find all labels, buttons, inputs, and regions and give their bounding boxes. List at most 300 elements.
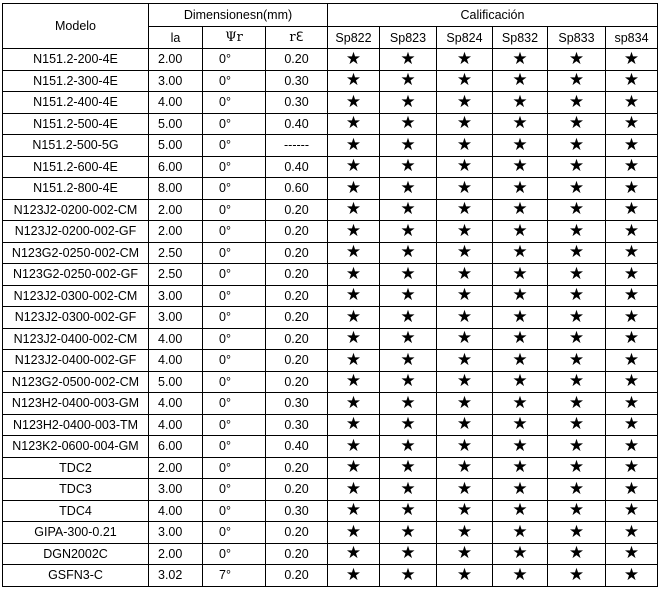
star-icon: ★ (400, 70, 416, 90)
star-icon: ★ (456, 263, 473, 283)
la-cell: 3.00 (149, 522, 203, 544)
star-icon: ★ (345, 263, 362, 283)
rating-cell (493, 371, 548, 393)
star-icon: ★ (623, 478, 640, 498)
rating-cell (606, 522, 658, 544)
star-icon: ★ (456, 156, 473, 176)
rating-cell (548, 350, 606, 372)
rating-cell (437, 307, 493, 329)
star-icon: ★ (512, 242, 528, 262)
rating-cell (606, 393, 658, 415)
star-icon: ★ (400, 113, 416, 133)
star-icon: ★ (345, 435, 362, 455)
grade-header: Sp833 (548, 27, 606, 49)
rating-cell (437, 113, 493, 135)
model-cell: TDC2 (3, 457, 149, 479)
model-cell: N123J2-0400-002-GF (3, 350, 149, 372)
star-icon: ★ (623, 435, 640, 455)
rating-cell (380, 350, 437, 372)
star-icon: ★ (568, 328, 585, 348)
rating-cell (437, 393, 493, 415)
star-icon: ★ (568, 435, 585, 455)
rating-cell (328, 92, 380, 114)
star-icon: ★ (345, 48, 362, 68)
rating-cell (437, 70, 493, 92)
star-icon: ★ (345, 457, 362, 477)
table-row (3, 264, 658, 286)
rating-cell (380, 135, 437, 157)
star-icon: ★ (400, 156, 416, 176)
star-icon: ★ (345, 134, 362, 154)
la-cell: 6.00 (149, 156, 203, 178)
rating-cell (380, 565, 437, 587)
rating-cell (328, 543, 380, 565)
rating-cell (328, 221, 380, 243)
rating-cell (493, 135, 548, 157)
insert-spec-table (2, 3, 658, 587)
star-icon: ★ (623, 371, 640, 391)
la-cell: 2.00 (149, 221, 203, 243)
table-row (3, 371, 658, 393)
la-cell: 4.00 (149, 393, 203, 415)
rating-cell (328, 307, 380, 329)
table-row (3, 221, 658, 243)
rating-cell (493, 307, 548, 329)
la-cell: 4.00 (149, 350, 203, 372)
rating-cell (548, 49, 606, 71)
model-cell: N123K2-0600-004-GM (3, 436, 149, 458)
star-icon: ★ (400, 199, 416, 219)
star-icon: ★ (456, 392, 473, 412)
rating-cell (380, 500, 437, 522)
table-row (3, 393, 658, 415)
la-cell: 2.00 (149, 543, 203, 565)
rating-cell (606, 113, 658, 135)
rating-cell (380, 264, 437, 286)
rating-cell (437, 49, 493, 71)
psi-r-cell: 0° (203, 264, 266, 286)
model-cell: GIPA-300-0.21 (3, 522, 149, 544)
star-icon: ★ (512, 91, 528, 111)
rating-cell (380, 242, 437, 264)
rating-cell (380, 285, 437, 307)
rating-cell (437, 457, 493, 479)
rating-cell (437, 500, 493, 522)
star-icon: ★ (623, 328, 640, 348)
star-icon: ★ (400, 328, 416, 348)
rating-cell (548, 479, 606, 501)
rating-cell (548, 371, 606, 393)
rating-cell (493, 414, 548, 436)
psi-r-cell: 0° (203, 221, 266, 243)
rating-cell (437, 92, 493, 114)
la-cell: 3.02 (149, 565, 203, 587)
model-cell: N151.2-300-4E (3, 70, 149, 92)
star-icon: ★ (512, 156, 528, 176)
star-icon: ★ (512, 349, 528, 369)
star-icon: ★ (568, 543, 585, 563)
table-row (3, 436, 658, 458)
star-icon: ★ (623, 521, 640, 541)
star-icon: ★ (400, 285, 416, 305)
star-icon: ★ (512, 543, 528, 563)
r-epsilon-cell: 0.30 (266, 393, 328, 415)
table-row (3, 242, 658, 264)
psi-r-cell: 0° (203, 328, 266, 350)
rating-cell (606, 457, 658, 479)
rating-cell (606, 479, 658, 501)
rating-cell (328, 135, 380, 157)
r-epsilon-cell: 0.30 (266, 414, 328, 436)
la-cell: 5.00 (149, 135, 203, 157)
r-epsilon-cell: 0.20 (266, 350, 328, 372)
rating-cell (328, 522, 380, 544)
star-icon: ★ (400, 478, 416, 498)
table-body (3, 49, 658, 587)
rating-cell (548, 436, 606, 458)
star-icon: ★ (456, 285, 473, 305)
model-cell: N123J2-0200-002-CM (3, 199, 149, 221)
rating-cell (606, 285, 658, 307)
spec-table-container (2, 3, 658, 587)
table-row (3, 178, 658, 200)
grade-header: Sp832 (493, 27, 548, 49)
table-row (3, 350, 658, 372)
rating-cell (548, 565, 606, 587)
rating-cell (493, 479, 548, 501)
rating-cell (548, 113, 606, 135)
table-row (3, 543, 658, 565)
r-epsilon-cell: 0.20 (266, 285, 328, 307)
r-epsilon-cell: 0.20 (266, 328, 328, 350)
star-icon: ★ (400, 177, 416, 197)
rating-cell (548, 242, 606, 264)
r-epsilon-cell: 0.40 (266, 436, 328, 458)
star-icon: ★ (345, 70, 362, 90)
r-epsilon-cell: 0.20 (266, 543, 328, 565)
star-icon: ★ (345, 521, 362, 541)
star-icon: ★ (568, 91, 585, 111)
table-row (3, 92, 658, 114)
star-icon: ★ (623, 392, 640, 412)
star-icon: ★ (400, 242, 416, 262)
psi-r-cell: 0° (203, 135, 266, 157)
rating-cell (380, 393, 437, 415)
star-icon: ★ (456, 91, 473, 111)
star-icon: ★ (623, 156, 640, 176)
rating-cell (606, 264, 658, 286)
psi-r-cell: 0° (203, 479, 266, 501)
la-header: la (149, 27, 203, 49)
star-icon: ★ (623, 349, 640, 369)
rating-cell (437, 565, 493, 587)
star-icon: ★ (400, 371, 416, 391)
r-epsilon-cell: 0.20 (266, 522, 328, 544)
rating-cell (437, 242, 493, 264)
star-icon: ★ (400, 91, 416, 111)
star-icon: ★ (456, 478, 473, 498)
rating-cell (328, 242, 380, 264)
psi-r-cell: 0° (203, 350, 266, 372)
rating-cell (606, 436, 658, 458)
star-icon: ★ (456, 349, 473, 369)
star-icon: ★ (623, 414, 640, 434)
r-epsilon-cell: 0.20 (266, 565, 328, 587)
rating-cell (328, 500, 380, 522)
star-icon: ★ (623, 263, 640, 283)
star-icon: ★ (456, 328, 473, 348)
rating-cell (493, 221, 548, 243)
star-icon: ★ (568, 414, 585, 434)
star-icon: ★ (512, 220, 528, 240)
star-icon: ★ (512, 478, 528, 498)
star-icon: ★ (512, 392, 528, 412)
rating-cell (493, 113, 548, 135)
rating-cell (606, 414, 658, 436)
model-cell: TDC4 (3, 500, 149, 522)
star-icon: ★ (512, 285, 528, 305)
rating-cell (437, 221, 493, 243)
psi-r-header: Ψr (203, 27, 266, 49)
psi-r-cell: 0° (203, 457, 266, 479)
star-icon: ★ (512, 457, 528, 477)
rating-cell (328, 479, 380, 501)
psi-r-cell: 0° (203, 307, 266, 329)
la-cell: 2.00 (149, 199, 203, 221)
rating-cell (328, 49, 380, 71)
rating-cell (437, 350, 493, 372)
star-icon: ★ (400, 306, 416, 326)
model-cell: N151.2-600-4E (3, 156, 149, 178)
table-row (3, 199, 658, 221)
psi-r-cell: 0° (203, 242, 266, 264)
star-icon: ★ (456, 306, 473, 326)
rating-cell (606, 156, 658, 178)
rating-cell (437, 178, 493, 200)
rating-cell (548, 92, 606, 114)
rating-cell (606, 328, 658, 350)
star-icon: ★ (623, 285, 640, 305)
psi-r-cell: 0° (203, 393, 266, 415)
r-epsilon-cell: 0.40 (266, 113, 328, 135)
rating-cell (548, 135, 606, 157)
star-icon: ★ (623, 177, 640, 197)
star-icon: ★ (568, 70, 585, 90)
table-row (3, 285, 658, 307)
star-icon: ★ (512, 48, 528, 68)
rating-cell (548, 307, 606, 329)
star-icon: ★ (512, 564, 528, 584)
star-icon: ★ (345, 349, 362, 369)
grade-header: Sp823 (380, 27, 437, 49)
star-icon: ★ (512, 328, 528, 348)
star-icon: ★ (512, 521, 528, 541)
r-epsilon-cell: 0.30 (266, 500, 328, 522)
psi-r-cell: 0° (203, 92, 266, 114)
dimensions-header: Dimensionesn(mm) (149, 4, 328, 27)
r-epsilon-cell: 0.20 (266, 264, 328, 286)
rating-cell (437, 543, 493, 565)
rating-cell (380, 156, 437, 178)
table-row (3, 500, 658, 522)
star-icon: ★ (512, 177, 528, 197)
psi-r-cell: 0° (203, 178, 266, 200)
star-icon: ★ (400, 392, 416, 412)
star-icon: ★ (456, 371, 473, 391)
rating-cell (328, 414, 380, 436)
rating-cell (380, 113, 437, 135)
r-epsilon-cell: 0.40 (266, 156, 328, 178)
star-icon: ★ (345, 220, 362, 240)
star-icon: ★ (623, 199, 640, 219)
rating-cell (380, 479, 437, 501)
rating-cell (548, 156, 606, 178)
rating-cell (493, 543, 548, 565)
star-icon: ★ (456, 113, 473, 133)
r-epsilon-header: rℇ (266, 27, 328, 49)
rating-cell (493, 92, 548, 114)
star-icon: ★ (568, 457, 585, 477)
star-icon: ★ (345, 564, 362, 584)
model-cell: N151.2-400-4E (3, 92, 149, 114)
star-icon: ★ (568, 306, 585, 326)
rating-cell (606, 221, 658, 243)
model-cell: N123H2-0400-003-TM (3, 414, 149, 436)
rating-cell (493, 565, 548, 587)
star-icon: ★ (345, 543, 362, 563)
star-icon: ★ (568, 500, 585, 520)
rating-cell (380, 199, 437, 221)
la-cell: 2.50 (149, 242, 203, 264)
rating-cell (380, 543, 437, 565)
rating-cell (380, 371, 437, 393)
la-cell: 6.00 (149, 436, 203, 458)
star-icon: ★ (456, 521, 473, 541)
star-icon: ★ (345, 306, 362, 326)
psi-r-cell: 0° (203, 285, 266, 307)
table-row (3, 156, 658, 178)
table-row (3, 414, 658, 436)
star-icon: ★ (456, 242, 473, 262)
la-cell: 4.00 (149, 92, 203, 114)
star-icon: ★ (568, 371, 585, 391)
star-icon: ★ (568, 177, 585, 197)
rating-cell (493, 49, 548, 71)
rating-cell (606, 350, 658, 372)
table-row (3, 457, 658, 479)
grade-header: sp834 (606, 27, 658, 49)
rating-cell (548, 414, 606, 436)
star-icon: ★ (512, 500, 528, 520)
star-icon: ★ (456, 177, 473, 197)
table-row (3, 328, 658, 350)
rating-cell (380, 49, 437, 71)
table-row (3, 70, 658, 92)
star-icon: ★ (512, 306, 528, 326)
rating-cell (380, 436, 437, 458)
psi-r-cell: 7° (203, 565, 266, 587)
la-cell: 2.00 (149, 49, 203, 71)
rating-cell (328, 156, 380, 178)
la-cell: 2.00 (149, 457, 203, 479)
rating-cell (437, 135, 493, 157)
la-cell: 4.00 (149, 500, 203, 522)
star-icon: ★ (512, 113, 528, 133)
model-cell: N151.2-200-4E (3, 49, 149, 71)
model-cell: N123J2-0200-002-GF (3, 221, 149, 243)
star-icon: ★ (568, 199, 585, 219)
la-cell: 5.00 (149, 113, 203, 135)
rating-cell (548, 199, 606, 221)
star-icon: ★ (568, 220, 585, 240)
star-icon: ★ (623, 500, 640, 520)
psi-r-cell: 0° (203, 199, 266, 221)
rating-cell (606, 70, 658, 92)
star-icon: ★ (400, 414, 416, 434)
rating-cell (380, 178, 437, 200)
rating-cell (606, 49, 658, 71)
star-icon: ★ (400, 134, 416, 154)
star-icon: ★ (345, 91, 362, 111)
r-epsilon-cell: 0.20 (266, 242, 328, 264)
grade-header: Sp824 (437, 27, 493, 49)
rating-cell (548, 285, 606, 307)
star-icon: ★ (345, 392, 362, 412)
model-cell: N123G2-0250-002-GF (3, 264, 149, 286)
star-icon: ★ (568, 156, 585, 176)
star-icon: ★ (400, 457, 416, 477)
rating-cell (437, 479, 493, 501)
rating-cell (328, 113, 380, 135)
star-icon: ★ (623, 306, 640, 326)
star-icon: ★ (568, 564, 585, 584)
model-cell: N123H2-0400-003-GM (3, 393, 149, 415)
star-icon: ★ (456, 543, 473, 563)
star-icon: ★ (568, 263, 585, 283)
r-epsilon-cell: 0.20 (266, 479, 328, 501)
star-icon: ★ (400, 263, 416, 283)
rating-cell (548, 328, 606, 350)
star-icon: ★ (456, 564, 473, 584)
rating-cell (437, 264, 493, 286)
model-cell: N151.2-800-4E (3, 178, 149, 200)
r-epsilon-cell: 0.20 (266, 49, 328, 71)
rating-cell (328, 328, 380, 350)
table-row (3, 565, 658, 587)
rating-cell (493, 457, 548, 479)
la-cell: 8.00 (149, 178, 203, 200)
rating-cell (548, 178, 606, 200)
star-icon: ★ (623, 242, 640, 262)
psi-r-cell: 0° (203, 436, 266, 458)
r-epsilon-cell: 0.20 (266, 199, 328, 221)
rating-cell (437, 156, 493, 178)
la-cell: 3.00 (149, 70, 203, 92)
r-epsilon-cell: 0.20 (266, 371, 328, 393)
rating-cell (328, 436, 380, 458)
rating-cell (493, 70, 548, 92)
rating-cell (493, 522, 548, 544)
rating-cell (380, 457, 437, 479)
rating-cell (493, 156, 548, 178)
rating-cell (493, 393, 548, 415)
rating-cell (380, 70, 437, 92)
la-cell: 4.00 (149, 414, 203, 436)
star-icon: ★ (568, 521, 585, 541)
r-epsilon-cell: 0.20 (266, 457, 328, 479)
star-icon: ★ (568, 349, 585, 369)
model-cell: N151.2-500-4E (3, 113, 149, 135)
